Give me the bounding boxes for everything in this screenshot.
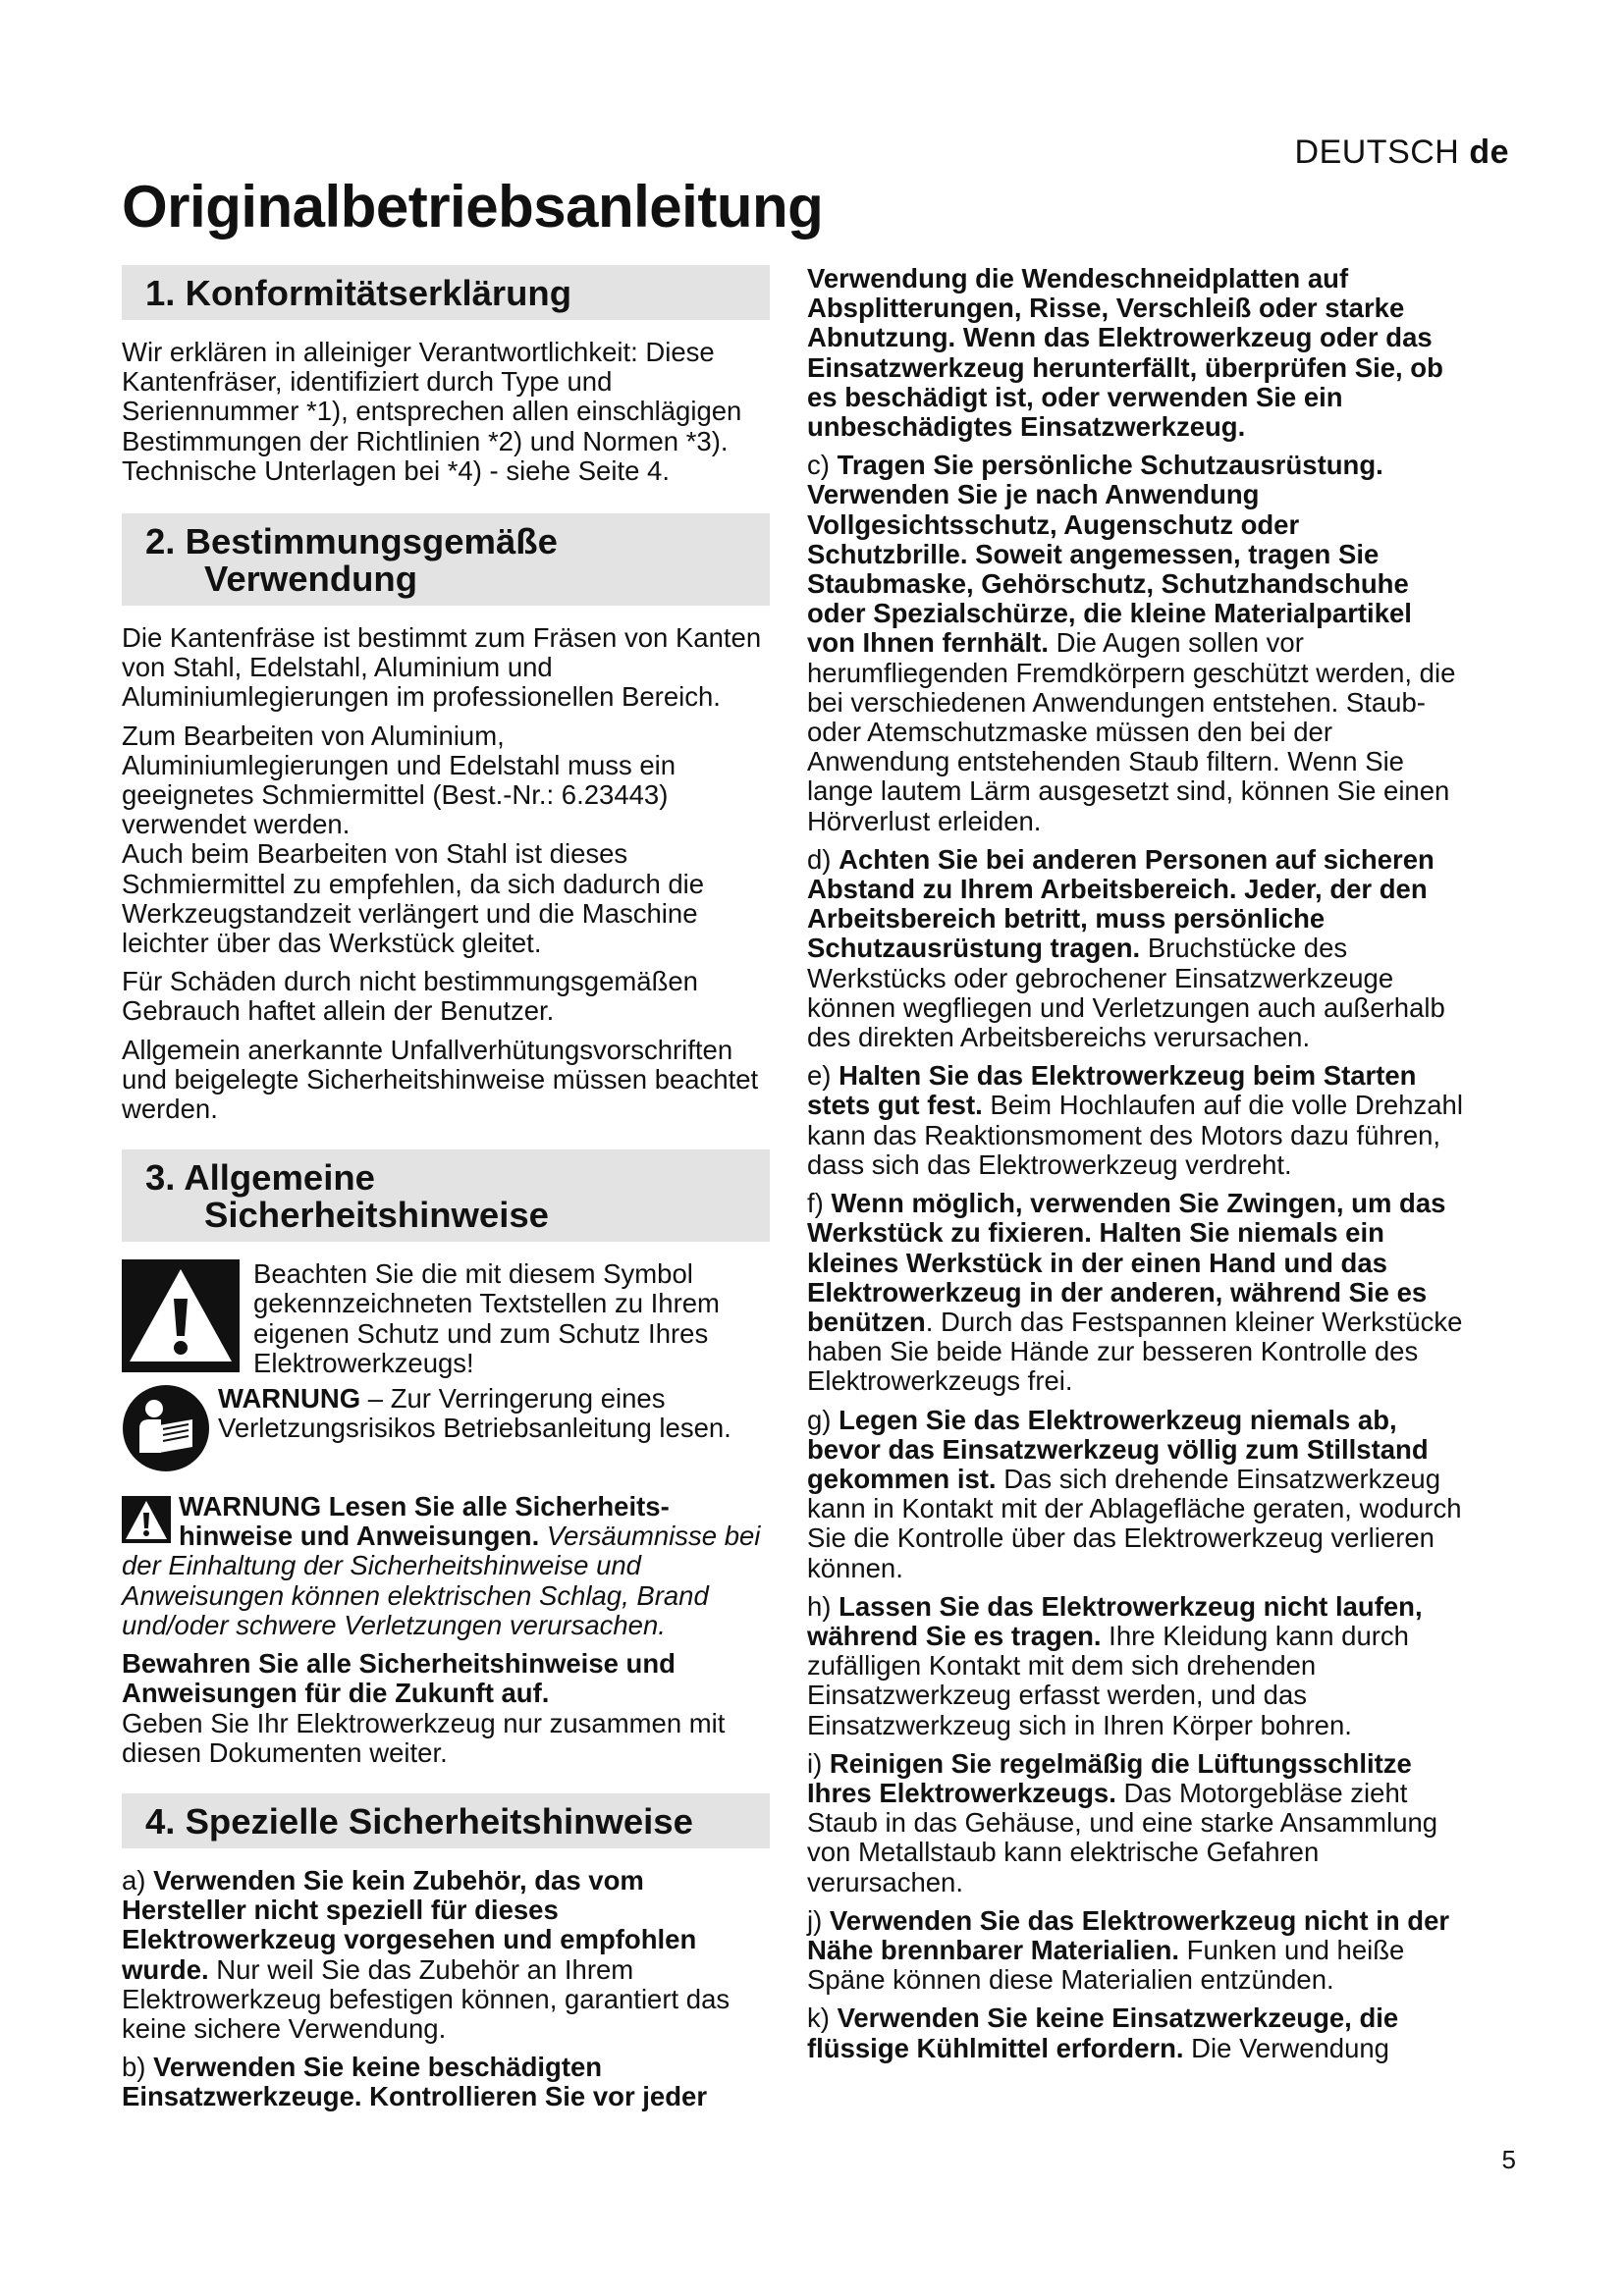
item-d-bold: Achten Sie bei anderen Personen auf sicheren Abstand zu Ihrem Arbeitsbereich. Jeder, der den Arbeitsbereich betritt, muss persönliche Schutzausrüstung tragen.	[807, 843, 1435, 964]
page-number: 5	[1501, 2145, 1516, 2174]
item-f-bold: Wenn möglich, verwenden Sie Zwingen, um das Werkstück zu fixieren. Halten Sie niemals ein kleines Werkstück in der einen Hand und das Elektrowerkzeug in der anderen, während Sie es benützen	[807, 1188, 1446, 1337]
item-b-continued	[807, 264, 1467, 442]
item-a-text: Nur weil Sie das Zubehör an Ihrem Elektrowerkzeug befestigen können, garantiert das keine sichere Verwendung.	[122, 1953, 731, 2044]
section-1-heading-text: 1. Konformitätserklärung	[145, 273, 572, 313]
right-column	[807, 264, 1467, 2072]
general-warning-bold: WARNUNG Lesen Sie alle Sicherheits-hinweise und Anweisungen.	[179, 1491, 670, 1552]
item-b	[122, 2053, 770, 2111]
item-f-text: . Durch das Festspannen kleiner Werkstücke haben Sie beide Hände zur besseren Kontrolle des Elektrowerkzeugs frei.	[807, 1306, 1463, 1397]
item-k-text: Die Verwendung	[1183, 2032, 1389, 2063]
item-i-label: i)	[807, 1747, 830, 1779]
item-g	[807, 1406, 1467, 1583]
item-e	[807, 1061, 1467, 1180]
item-j-label: j)	[807, 1904, 830, 1936]
item-j	[807, 1906, 1467, 1996]
item-c-bold: Tragen Sie persönliche Schutzausrüstung. Verwenden Sie je nach Anwendung Vollgesichtsschutz, Augenschutz oder Schutzbrille. Soweit angemessen, tragen Sie Staubmaske, Gehörschutz, Schutzhandschuhe oder Spezialschürze, die kleine Materialpartikel von Ihnen fernhält.	[807, 450, 1412, 659]
section-3-heading	[122, 1149, 770, 1242]
item-i-text: Das Motorgebläse zieht Staub in das Gehäuse, und eine starke Ansammlung von Metallstaub kann elektrische Gefahren verursachen.	[807, 1777, 1438, 1897]
read-manual-row	[122, 1384, 770, 1472]
item-c-text: Die Augen sollen vor herumfliegenden Fremdkörpern geschützt werden, die bei verschiedenen Anwendungen entstehen. Staub- oder Atemschutzmaske müssen den bei der Anwendung entstehenden Staub filtern. Wenn Sie lange lautem Lärm ausgesetzt sind, können Sie einen Hörverlust erleiden.	[807, 627, 1456, 836]
item-h-label: h)	[807, 1590, 839, 1622]
item-h-text: Ihre Kleidung kann durch zufälligen Kontakt mit dem sich drehenden Einsatzwerkzeug erfasst werden, und das Einsatzwerkzeug sich in Ihren Körper bohren.	[807, 1620, 1409, 1740]
language-label	[1295, 133, 1509, 172]
conformity-paragraph: Wir erklären in alleiniger Verantwortlichkeit: Diese Kantenfräser, identifiziert durch Type und Seriennummer *1), entsprechen allen einschlägigen Bestimmungen der Richtlinien *2) und Normen *3). Technische Unterlagen bei *4) - siehe Seite 4.	[122, 337, 742, 486]
item-d-text: Bruchstücke des Werkstücks oder gebrochener Einsatzwerkzeuge können wegfliegen und Verletzungen auch außerhalb des direkten Arbeitsbereichs verursachen.	[807, 933, 1445, 1053]
item-h-bold: Lassen Sie das Elektrowerkzeug nicht laufen, während Sie es tragen.	[807, 1590, 1423, 1651]
intended-use-p2: Zum Bearbeiten von Aluminium, Aluminiumlegierungen und Edelstahl muss ein geeignetes Schmiermittel (Best.-Nr.: 6.23443) verwendet werden.	[122, 720, 677, 840]
item-e-bold: Halten Sie das Elektrowerkzeug beim Starten stets gut fest.	[807, 1060, 1417, 1121]
item-h	[807, 1592, 1467, 1740]
document-title: Originalbetriebsanleitung	[122, 174, 824, 240]
keep-instructions-bold-text: Bewahren Sie alle Sicherheitshinweise und Anweisungen für die Zukunft auf.	[122, 1648, 676, 1709]
item-a-label: a)	[122, 1864, 154, 1896]
read-manual-text	[210, 1384, 770, 1443]
item-d	[807, 845, 1467, 1052]
item-b-continued-bold: Verwendung die Wendeschneidplatten auf Absplitterungen, Risse, Verschleiß oder starke Abnutzung. Wenn das Elektrowerkzeug oder das Einsatzwerkzeug herunterfällt, überprüfen Sie, ob es beschädigt ist, oder verwenden Sie ein unbeschädigtes Einsatzwerkzeug.	[807, 263, 1443, 443]
item-f-label: f)	[807, 1188, 832, 1219]
warning-label: WARNUNG	[218, 1383, 361, 1415]
item-i-bold: Reinigen Sie regelmäßig die Lüftungsschlitze Ihres Elektrowerkzeugs.	[807, 1747, 1412, 1808]
item-b-label: b)	[122, 2052, 154, 2083]
keep-instructions-text: Geben Sie Ihr Elektrowerkzeug nur zusammen mit diesen Dokumenten weiter.	[122, 1707, 726, 1768]
section-3-heading-line2: Sicherheitshinweise	[204, 1195, 549, 1236]
item-g-text: Das sich drehende Einsatzwerkzeug kann in Kontakt mit der Ablagefläche geraten, wodurch Sie die Kontrolle über das Elektrowerkzeug verlieren können.	[807, 1463, 1462, 1583]
section-4-heading	[122, 1793, 770, 1848]
item-a-bold: Verwenden Sie kein Zubehör, das vom Hersteller nicht speziell für dieses Elektrowerkzeug vorgesehen und empfohlen wurde.	[122, 1864, 697, 1985]
item-e-label: e)	[807, 1060, 839, 1092]
language-word: DEUTSCH	[1294, 133, 1460, 171]
item-a	[122, 1866, 770, 2044]
general-warning-paragraph	[122, 1492, 770, 1640]
item-c-label: c)	[807, 450, 838, 481]
keep-instructions-bold	[122, 1649, 770, 1708]
section-3-heading-line1: 3. Allgemeine	[145, 1157, 375, 1199]
section-2-heading	[122, 513, 770, 606]
read-manual-desc: – Zur Verringerung eines Verletzungsrisikos Betriebsanleitung lesen.	[218, 1383, 731, 1444]
item-d-label: d)	[807, 843, 839, 875]
item-j-text: Funken und heiße Späne können diese Materialien entzünden.	[807, 1934, 1405, 1996]
section-4-heading-text: 4. Spezielle Sicherheitshinweise	[145, 1800, 693, 1842]
item-e-text: Beim Hochlaufen auf die volle Drehzahl kann das Reaktionsmoment des Motors dazu führen, dass sich das Elektrowerkzeug verdreht.	[807, 1090, 1463, 1180]
item-g-label: g)	[807, 1404, 839, 1435]
item-k	[807, 2003, 1467, 2062]
item-i	[807, 1749, 1467, 1897]
item-f	[807, 1189, 1467, 1396]
section-1-heading	[122, 265, 770, 320]
intended-use-p4: Für Schäden durch nicht bestimmungsgemäßen Gebrauch haftet allein der Benutzer.	[122, 966, 698, 1027]
intended-use-p3: Auch beim Bearbeiten von Stahl ist dieses Schmiermittel zu empfehlen, da sich dadurch die Werkzeugstandzeit verlängert und die Maschine leichter über das Werkstück gleitet.	[122, 838, 705, 959]
warning-small-icon	[122, 1496, 171, 1543]
section-2-heading-line2: Verwendung	[204, 559, 418, 600]
left-column	[122, 265, 770, 2121]
warning-triangle-icon	[122, 1259, 240, 1372]
read-manual-icon	[122, 1384, 210, 1472]
section-2-heading-line1: 2. Bestimmungsgemäße	[145, 521, 558, 562]
general-warning-italic: Versäumnisse bei der Einhaltung der Sicherheitshinweise und Anweisungen können elektrischen Schlag, Brand und/oder schwere Verletzungen verursachen.	[122, 1521, 761, 1640]
intended-use-p5: Allgemein anerkannte Unfallverhütungsvorschriften und beigelegte Sicherheitshinweise müssen beachtet werden.	[122, 1034, 759, 1125]
symbol-note-row	[122, 1259, 770, 1378]
item-j-bold: Verwenden Sie das Elektrowerkzeug nicht in der Nähe brennbarer Materialien.	[807, 1904, 1450, 1965]
item-g-bold: Legen Sie das Elektrowerkzeug niemals ab, bevor das Einsatzwerkzeug völlig zum Stillstand gekommen ist.	[807, 1404, 1429, 1494]
item-k-label: k)	[807, 2002, 838, 2034]
language-code: de	[1469, 133, 1509, 171]
item-b-bold: Verwenden Sie keine beschädigten Einsatzwerkzeuge. Kontrollieren Sie vor jeder	[122, 2052, 708, 2112]
intended-use-p1: Die Kantenfräse ist bestimmt zum Fräsen von Kanten von Stahl, Edelstahl, Aluminium und Aluminiumlegierungen im professionellen Bereich.	[122, 622, 762, 713]
symbol-note-text: Beachten Sie die mit diesem Symbol gekennzeichneten Textstellen zu Ihrem eigenen Schutz und zum Schutz Ihres Elektrowerkzeugs!	[253, 1258, 720, 1378]
item-c	[807, 451, 1467, 836]
item-k-bold: Verwenden Sie keine Einsatzwerkzeuge, die flüssige Kühlmittel erfordern.	[807, 2002, 1399, 2063]
